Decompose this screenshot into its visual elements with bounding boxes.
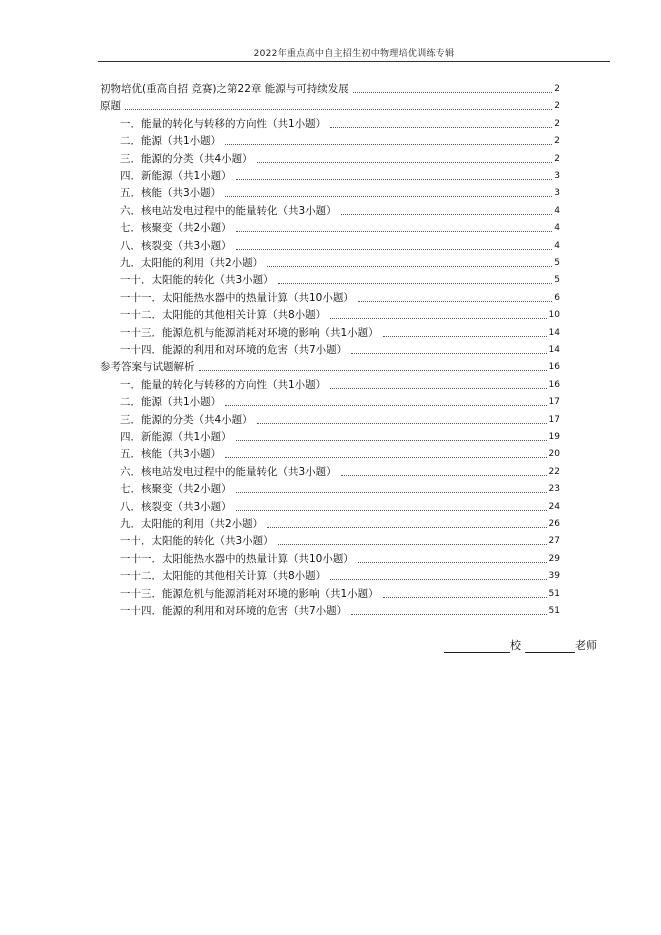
- toc-leader-dots: [383, 597, 547, 598]
- toc-entry-label: 一十四．能源的利用和对环境的危害（共7小题）: [120, 605, 348, 617]
- toc-entry-label: 八．核裂变（共3小题）: [120, 500, 232, 513]
- toc-entry[interactable]: [120, 552, 560, 566]
- toc-leader-dots: [257, 162, 553, 163]
- toc-leader-dots: [267, 527, 546, 528]
- toc-entry-page: 23: [548, 484, 560, 495]
- toc-entry[interactable]: [120, 395, 560, 409]
- toc-entry-label: 一十一．太阳能热水器中的热量计算（共10小题）: [120, 552, 354, 565]
- toc-entry-label: 九．太阳能的利用（共2小题）: [120, 257, 264, 269]
- page-header-title: 2022年重点高中自主招生初中物理培优训练专辑: [253, 49, 455, 59]
- toc-leader-dots: [236, 510, 547, 511]
- toc-entry-page: 27: [548, 536, 560, 547]
- toc-entry[interactable]: [120, 500, 560, 514]
- toc-entry-page: 5: [554, 258, 560, 268]
- toc-entry-page: 3: [554, 171, 560, 181]
- toc-entry-label: 参考答案与试题解析: [100, 361, 195, 374]
- toc-entry-page: 24: [548, 501, 560, 512]
- toc-leader-dots: [236, 249, 553, 250]
- toc-entry[interactable]: [120, 117, 560, 131]
- toc-entry[interactable]: [120, 604, 560, 618]
- toc-entry[interactable]: [120, 134, 560, 148]
- toc-entry-label: 一十四．能源的利用和对环境的危害（共7小题）: [120, 344, 348, 356]
- toc-entry-page: 22: [548, 466, 560, 477]
- toc-entry-page: 2: [554, 101, 560, 112]
- toc-entry-label: 一．能量的转化与转移的方向性（共1小题）: [120, 378, 327, 391]
- toc-leader-dots: [330, 388, 546, 389]
- teacher-blank: [525, 640, 575, 653]
- toc-entry[interactable]: [120, 413, 560, 427]
- toc-entry-page: 16: [548, 362, 560, 373]
- toc-entry-label: 一．能量的转化与转移的方向性（共1小题）: [120, 117, 327, 130]
- toc-leader-dots: [236, 440, 547, 441]
- toc-entry-label: 初物培优(重高自招 竞赛)之第22章 能源与可持续发展: [100, 83, 349, 95]
- toc-leader-dots: [358, 562, 547, 563]
- toc-entry-label: 一十．太阳能的转化（共3小题）: [120, 274, 274, 287]
- toc-leader-dots: [125, 109, 552, 110]
- toc-entry-label: 三．能源的分类（共4小题）: [120, 413, 253, 426]
- toc-entry-page: 20: [548, 449, 560, 460]
- toc-entry[interactable]: [120, 308, 560, 322]
- toc-entry[interactable]: [120, 273, 560, 287]
- toc-entry[interactable]: [120, 482, 560, 496]
- school-suffix: 校: [510, 639, 521, 652]
- toc-leader-dots: [278, 544, 547, 545]
- toc-leader-dots: [330, 579, 546, 580]
- toc-entry-page: 2: [554, 153, 560, 164]
- toc-entry[interactable]: [120, 534, 560, 548]
- teacher-suffix: 老师: [575, 639, 597, 652]
- toc-entry-label: 四．新能源（共1小题）: [120, 170, 232, 182]
- toc-entry[interactable]: [100, 360, 560, 374]
- toc-entry[interactable]: [100, 82, 560, 96]
- toc-entry-page: 4: [554, 223, 560, 234]
- toc-entry[interactable]: [120, 430, 560, 444]
- toc-entry-label: 四．新能源（共1小题）: [120, 431, 232, 443]
- toc-entry-label: 二．能源（共1小题）: [120, 135, 222, 148]
- toc-entry-page: 29: [548, 553, 560, 564]
- toc-entry[interactable]: [120, 152, 560, 166]
- toc-entry[interactable]: [120, 326, 560, 340]
- toc-leader-dots: [353, 92, 553, 93]
- toc-entry[interactable]: [120, 517, 560, 531]
- toc-leader-dots: [351, 353, 546, 354]
- toc-entry-label: 一十二．太阳能的其他相关计算（共8小题）: [120, 309, 327, 322]
- toc-entry[interactable]: [120, 291, 560, 305]
- toc-entry-page: 2: [554, 84, 560, 94]
- toc-entry-page: 19: [548, 432, 560, 442]
- toc-entry[interactable]: [120, 378, 560, 392]
- toc-leader-dots: [383, 336, 547, 337]
- toc-entry[interactable]: [120, 569, 560, 583]
- toc-leader-dots: [225, 457, 546, 458]
- toc-leader-dots: [267, 266, 552, 267]
- toc-entry-label: 一十三．能源危机与能源消耗对环境的影响（共1小题）: [120, 326, 379, 339]
- toc-leader-dots: [236, 492, 547, 493]
- toc-entry[interactable]: [120, 204, 560, 218]
- toc-entry-page: 17: [548, 397, 560, 408]
- toc-leader-dots: [257, 423, 547, 424]
- toc-entry-page: 4: [554, 205, 560, 216]
- toc-entry[interactable]: [120, 343, 560, 357]
- toc-entry[interactable]: [120, 221, 560, 235]
- toc-leader-dots: [278, 283, 553, 284]
- toc-entry-label: 九．太阳能的利用（共2小题）: [120, 518, 264, 530]
- toc-entry[interactable]: [120, 256, 560, 270]
- toc-leader-dots: [358, 301, 552, 302]
- toc-entry-page: 16: [548, 379, 560, 390]
- toc-entry-page: 17: [548, 414, 560, 425]
- toc-leader-dots: [225, 196, 552, 197]
- toc-entry-label: 五．核能（共3小题）: [120, 187, 222, 200]
- school-blank: [444, 640, 510, 653]
- toc-leader-dots: [225, 405, 546, 406]
- toc-entry[interactable]: [120, 186, 560, 200]
- toc-leader-dots: [341, 214, 553, 215]
- toc-entry-page: 6: [554, 292, 560, 303]
- toc-entry-label: 八．核裂变（共3小题）: [120, 239, 232, 252]
- toc-leader-dots: [330, 127, 552, 128]
- toc-leader-dots: [236, 179, 553, 180]
- toc-leader-dots: [199, 370, 547, 371]
- toc-entry-page: 51: [548, 606, 560, 616]
- toc-entry[interactable]: [120, 465, 560, 479]
- toc-entry-page: 5: [554, 275, 560, 286]
- toc-entry-label: 七．核聚变（共2小题）: [120, 483, 232, 496]
- toc-leader-dots: [225, 144, 552, 145]
- toc-leader-dots: [341, 475, 547, 476]
- toc-entry-page: 39: [548, 571, 560, 582]
- toc-entry-page: 2: [554, 136, 560, 147]
- toc-entry-label: 一十二．太阳能的其他相关计算（共8小题）: [120, 570, 327, 583]
- toc-leader-dots: [351, 614, 546, 615]
- toc-entry-page: 14: [548, 327, 560, 338]
- toc-entry-label: 七．核聚变（共2小题）: [120, 222, 232, 235]
- toc-entry-label: 六．核电站发电过程中的能量转化（共3小题）: [120, 204, 337, 217]
- toc-entry[interactable]: [120, 447, 560, 461]
- toc-entry[interactable]: [120, 169, 560, 183]
- toc-entry-label: 一十一．太阳能热水器中的热量计算（共10小题）: [120, 291, 354, 304]
- signature-line: [444, 637, 610, 653]
- toc-leader-dots: [330, 318, 546, 319]
- toc-entry-label: 六．核电站发电过程中的能量转化（共3小题）: [120, 465, 337, 478]
- toc-entry-page: 51: [548, 588, 560, 599]
- toc-entry-label: 二．能源（共1小题）: [120, 396, 222, 409]
- toc-leader-dots: [236, 231, 553, 232]
- toc-entry-label: 三．能源的分类（共4小题）: [120, 152, 253, 165]
- toc-entry[interactable]: [120, 587, 560, 601]
- toc-entry-page: 10: [548, 310, 560, 321]
- toc-entry-page: 14: [548, 345, 560, 355]
- header-rule: [98, 61, 610, 62]
- toc-entry[interactable]: [100, 99, 560, 113]
- toc-entry-page: 26: [548, 519, 560, 529]
- toc-entry-page: 4: [554, 240, 560, 251]
- toc-entry-label: 一十．太阳能的转化（共3小题）: [120, 535, 274, 548]
- toc-entry-label: 一十三．能源危机与能源消耗对环境的影响（共1小题）: [120, 587, 379, 600]
- toc-entry-page: 2: [554, 118, 560, 129]
- toc-entry-label: 五．核能（共3小题）: [120, 448, 222, 461]
- toc-entry-label: 原题: [100, 100, 121, 113]
- toc-entry-page: 3: [554, 188, 560, 199]
- toc-entry[interactable]: [120, 239, 560, 253]
